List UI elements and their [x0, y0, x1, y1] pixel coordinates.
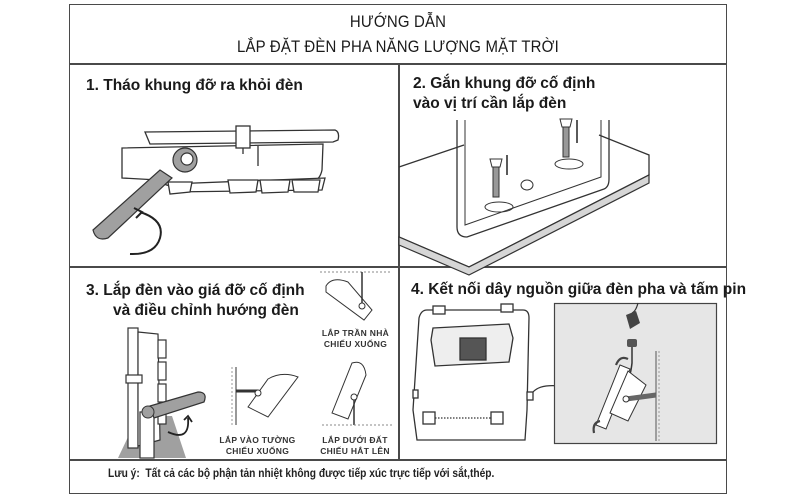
step-4-inset-illustration: [554, 303, 717, 444]
page-title-line1: HƯỚNG DẪN: [349, 12, 447, 31]
step-1-title: 1. Tháo khung đỡ ra khỏi đèn: [86, 77, 303, 94]
ceiling-mount-illustration: [318, 268, 393, 323]
step-3-title-line1: 3. Lắp đèn vào giá đỡ cố định: [86, 282, 305, 299]
step-3-title-line2: và điều chỉnh hướng đèn: [113, 302, 299, 319]
step-4-title: 4. Kết nối dây nguồn giữa đèn pha và tấm pin: [411, 281, 747, 298]
step-1-illustration: [90, 110, 350, 260]
mount-label-ceiling: LẮP TRẦN NHÀ CHIẾU XUỐNG: [321, 328, 390, 349]
note-label: Lưu ý:: [108, 466, 140, 480]
mount-label-ground: LẮP DƯỚI ĐẤT CHIẾU HẮT LÊN: [320, 435, 390, 456]
step-2-title-line2: vào vị trí cần lắp đèn: [413, 95, 567, 112]
step-2-illustration: [399, 115, 727, 265]
note: [108, 466, 494, 480]
step-2-title-line1: 2. Gắn khung đỡ cố định: [413, 75, 596, 92]
ground-mount-illustration: [320, 355, 395, 430]
note-text: Tất cả các bộ phận tản nhiệt không được tiếp xúc trực tiếp với sắt,thép.: [145, 466, 495, 480]
page-title-line2: LẮP ĐẶT ĐÈN PHA NĂNG LƯỢNG MẶT TRỜI: [237, 37, 559, 56]
wall-mount-illustration: [228, 365, 308, 427]
mount-label-wall: LẮP VÀO TƯỜNG CHIẾU XUỐNG: [219, 435, 296, 456]
step-3-main-illustration: [100, 320, 220, 460]
step-4-floodlight-illustration: [405, 300, 555, 445]
